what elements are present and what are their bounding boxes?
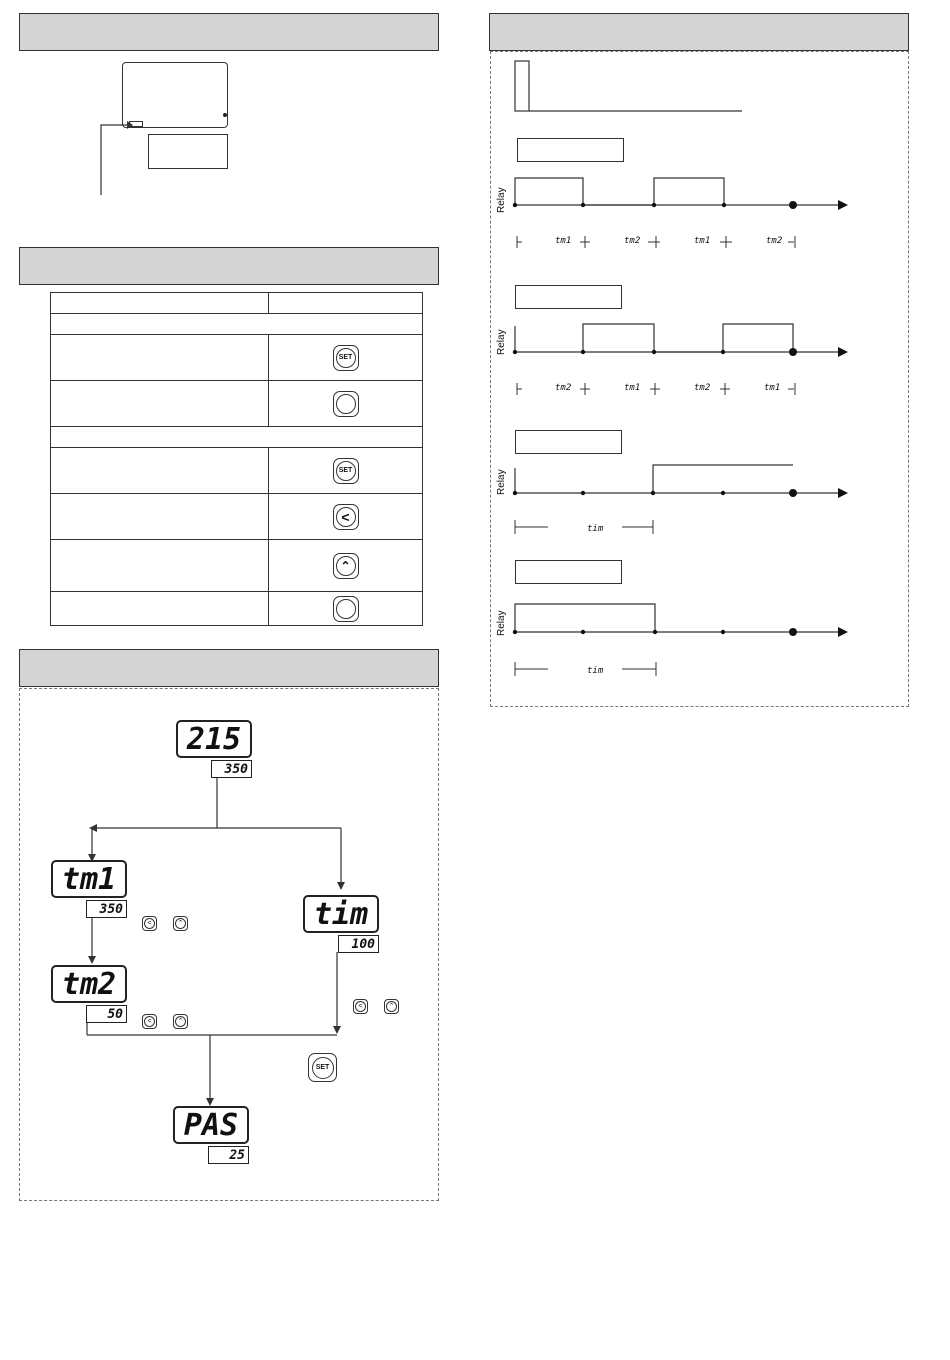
- table-group-row: [51, 427, 423, 448]
- table-row: [51, 540, 269, 592]
- timing-diagram-3: [510, 460, 850, 504]
- section-header-1: [19, 13, 439, 51]
- mode-label-box-1: [517, 138, 624, 162]
- device-label-plate: [148, 134, 228, 169]
- left-arrow-icon: <: [142, 1014, 157, 1029]
- table-row: [51, 381, 269, 427]
- set-key-icon: SET: [308, 1053, 337, 1082]
- tm1-label: tm1: [624, 383, 641, 393]
- relay-label: Relay: [496, 469, 507, 495]
- table-row: [51, 592, 269, 626]
- left-arrow-icon: <: [142, 916, 157, 931]
- tm2-label: tm2: [624, 236, 641, 246]
- tim-sub-display: 100: [338, 935, 379, 953]
- timing-diagram-1: [510, 170, 850, 218]
- tm1-label: tm1: [555, 236, 572, 246]
- mode-label-box-3: [515, 430, 622, 454]
- timing-diagram-2: [510, 318, 850, 364]
- blank-key-icon: [333, 391, 359, 417]
- up-arrow-key-icon: ⌃: [333, 553, 359, 579]
- tim-label: tim: [587, 666, 604, 676]
- tim-label: tim: [587, 524, 604, 534]
- pas-display: PAS: [173, 1106, 249, 1144]
- table-row: [51, 448, 269, 494]
- keys-table: [50, 292, 423, 626]
- main-sub-display: 350: [211, 760, 252, 778]
- tim-display: tim: [303, 895, 379, 933]
- relay-label: Relay: [496, 187, 507, 213]
- table-header-cell: [269, 293, 423, 314]
- timing-diagram-4: [510, 598, 850, 642]
- tm2-display: tm2: [51, 965, 127, 1003]
- table-group-row: [51, 314, 423, 335]
- tm1-sub-display: 350: [86, 900, 127, 918]
- up-arrow-icon: ⌃: [173, 1014, 188, 1029]
- device-front-panel: [122, 62, 228, 128]
- device-dot-indicator: [223, 113, 227, 117]
- blank-key-icon: [333, 596, 359, 622]
- relay-label: Relay: [496, 610, 507, 636]
- relay-label: Relay: [496, 329, 507, 355]
- tm1-label: tm1: [764, 383, 781, 393]
- table-header-cell: [51, 293, 269, 314]
- set-key-icon: SET: [333, 345, 359, 371]
- set-key-icon: SET: [333, 458, 359, 484]
- pas-sub-display: 25: [208, 1146, 249, 1164]
- tm1-label: tm1: [694, 236, 711, 246]
- section-header-3: [19, 649, 439, 687]
- tm2-label: tm2: [555, 383, 572, 393]
- tm2-label: tm2: [694, 383, 711, 393]
- section-header-4: [489, 13, 909, 51]
- left-arrow-icon: <: [353, 999, 368, 1014]
- legend-bracket: [514, 60, 744, 116]
- mode-label-box-4: [515, 560, 622, 584]
- main-display: 215: [176, 720, 252, 758]
- section-header-2: [19, 247, 439, 285]
- table-row: [51, 335, 269, 381]
- left-arrow-key-icon: <: [333, 504, 359, 530]
- tm2-sub-display: 50: [86, 1005, 127, 1023]
- up-arrow-icon: ⌃: [173, 916, 188, 931]
- tm1-display: tm1: [51, 860, 127, 898]
- mode-label-box-2: [515, 285, 622, 309]
- up-arrow-icon: ⌃: [384, 999, 399, 1014]
- table-row: [51, 494, 269, 540]
- tm2-label: tm2: [766, 236, 783, 246]
- device-pointer-arrow: [95, 115, 135, 197]
